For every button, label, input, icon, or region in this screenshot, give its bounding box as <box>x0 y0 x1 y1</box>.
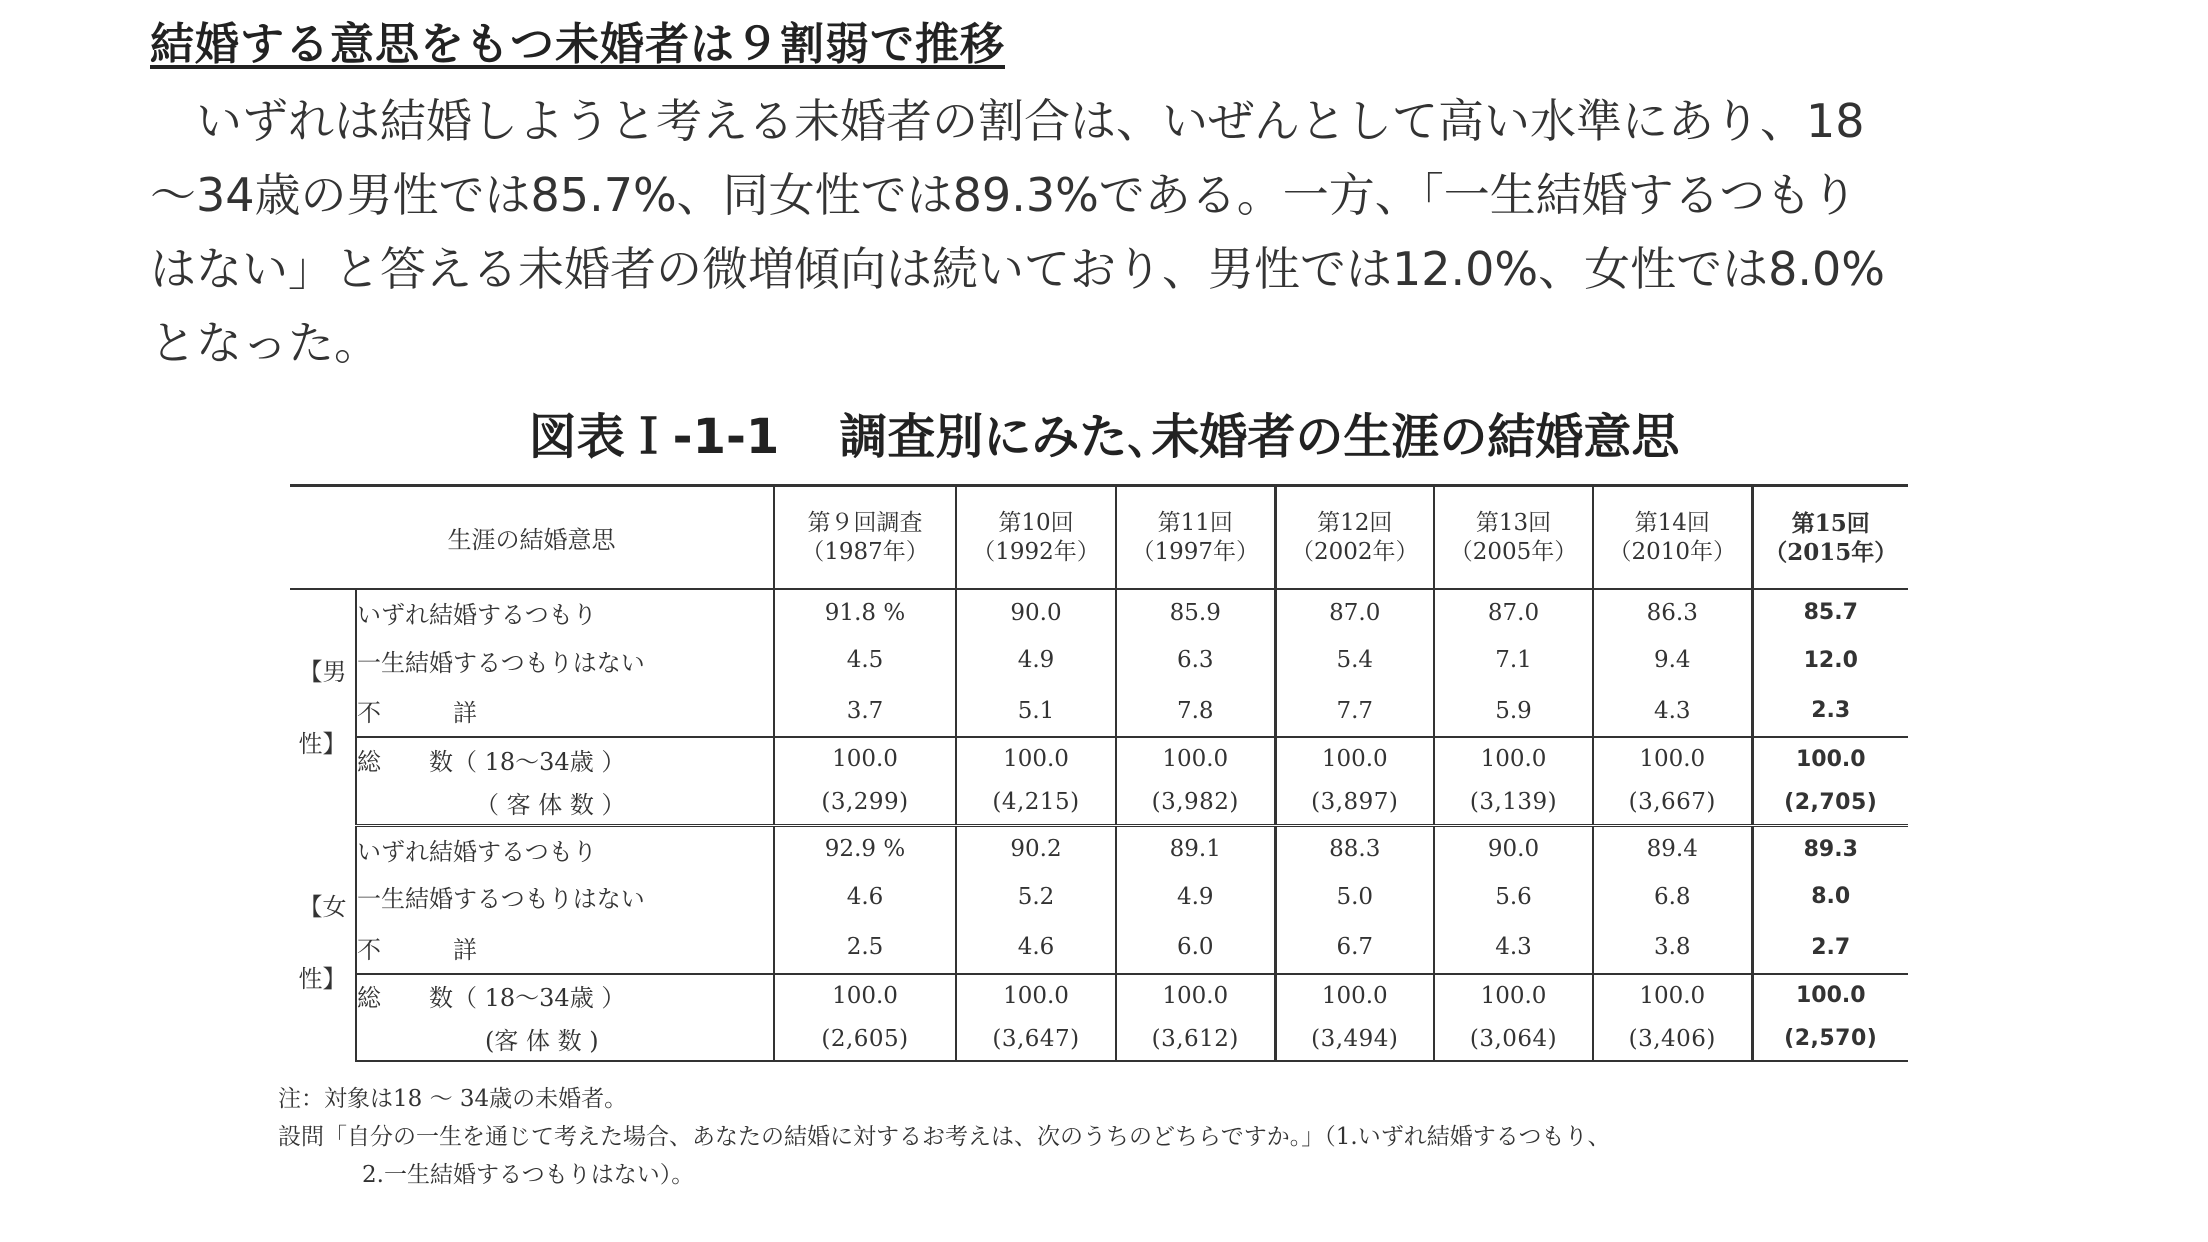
table-cell: (2,570) <box>1752 1017 1908 1061</box>
row-label: 一生結婚するつもりはない <box>357 648 645 677</box>
group-label-top: 【女 <box>298 893 347 922</box>
column-header-intention: 生涯の結婚意思 <box>290 486 774 590</box>
section-heading: 結婚する意思をもつ未婚者は９割弱で推移 <box>150 19 1005 70</box>
total-row <box>290 974 1908 1018</box>
table-cell: 4.3 <box>1434 922 1593 974</box>
row-label: (客 体 数 ) <box>356 1017 774 1061</box>
note-line: 設問「自分の一生を通じて考えた場合、あなたの結婚に対するお考えは、次のうちのどちらですか。」（1.いずれ結婚するつもり、 <box>278 1124 1611 1150</box>
table-cell: 5.9 <box>1434 686 1593 738</box>
table-cell: 90.0 <box>956 589 1116 635</box>
table-cell: 92.9 % <box>774 825 956 872</box>
table-cell: 5.2 <box>956 872 1116 922</box>
table-cell: (3,612) <box>1116 1017 1275 1061</box>
table-cell: 8.0 <box>1752 872 1908 922</box>
row-label: いずれ結婚するつもり <box>357 601 597 630</box>
survey-year: （1997年） <box>1131 538 1260 565</box>
table-cell: 6.3 <box>1116 635 1275 685</box>
table-cell: 2.7 <box>1752 922 1908 974</box>
table-cell: 86.3 <box>1593 589 1752 635</box>
count-row <box>290 1017 1908 1061</box>
table-cell: 3.8 <box>1593 922 1752 974</box>
table-cell: 5.0 <box>1275 872 1434 922</box>
table-cell: 88.3 <box>1275 825 1434 872</box>
survey-name: 第11回 <box>1157 509 1233 536</box>
table-cell: 5.1 <box>956 686 1116 738</box>
table-cell: 4.6 <box>956 922 1116 974</box>
survey-name: 第13回 <box>1475 509 1552 536</box>
table-cell: (3,064) <box>1434 1017 1593 1061</box>
table-cell: 6.7 <box>1275 922 1434 974</box>
table-cell: 100.0 <box>774 737 956 781</box>
table-cell: (3,667) <box>1593 781 1752 825</box>
table-cell: (3,647) <box>956 1017 1116 1061</box>
table-header-row <box>290 486 1908 590</box>
figure-caption: 調査別にみた､未婚者の生涯の結婚意思 <box>839 409 1680 465</box>
table-cell: 100.0 <box>1116 737 1275 781</box>
table-cell: 5.4 <box>1275 635 1434 685</box>
figure-number: 図表Ｉ-1-1 <box>528 409 780 465</box>
survey-name: 第15回 <box>1791 509 1870 537</box>
figure-title <box>0 398 2208 467</box>
table-cell: 90.0 <box>1434 825 1593 872</box>
table-row <box>290 635 1908 685</box>
table-cell: 100.0 <box>956 737 1116 781</box>
group-label-male <box>290 589 356 825</box>
table-cell: 100.0 <box>1593 974 1752 1018</box>
table-cell: 100.0 <box>956 974 1116 1018</box>
column-header-survey <box>1593 486 1752 590</box>
table-row <box>290 825 1908 872</box>
row-label: （ 客 体 数 ） <box>356 781 774 825</box>
table-cell: (3,406) <box>1593 1017 1752 1061</box>
table-cell: 4.9 <box>956 635 1116 685</box>
paragraph-line: はない」と答える未婚者の微増傾向は続いており、男性では12.0%、女性では8.0% <box>150 242 1885 296</box>
table-cell: 7.7 <box>1275 686 1434 738</box>
column-header-survey <box>1752 486 1908 590</box>
column-header-survey <box>1275 486 1434 590</box>
table-cell: 89.4 <box>1593 825 1752 872</box>
table-cell: 2.3 <box>1752 686 1908 738</box>
table-cell: (3,897) <box>1275 781 1434 825</box>
paragraph-line: いずれは結婚しようと考える未婚者の割合は、いぜんとして高い水準にあり、18 <box>150 94 1865 148</box>
table-row <box>290 922 1908 974</box>
group-label-bottom: 性】 <box>298 965 347 994</box>
survey-year: （1987年） <box>801 538 929 565</box>
table-cell: 90.2 <box>956 825 1116 872</box>
column-header-survey <box>956 486 1116 590</box>
table-cell: (3,982) <box>1116 781 1275 825</box>
table-notes <box>278 1080 1610 1194</box>
table-cell: 91.8 % <box>774 589 956 635</box>
total-row <box>290 737 1908 781</box>
column-header-survey <box>1434 486 1593 590</box>
survey-name: 第12回 <box>1317 509 1393 536</box>
row-label: いずれ結婚するつもり <box>357 837 597 866</box>
table-cell: 100.0 <box>1752 737 1908 781</box>
table-cell: 4.3 <box>1593 686 1752 738</box>
table-row <box>290 686 1908 738</box>
table-cell: 100.0 <box>1275 974 1434 1018</box>
note-line: 注：対象は18 ～ 34歳の未婚者。 <box>278 1086 628 1112</box>
table-cell: 100.0 <box>1116 974 1275 1018</box>
table-cell: 12.0 <box>1752 635 1908 685</box>
column-header-survey <box>774 486 956 590</box>
count-row <box>290 781 1908 825</box>
table-cell: (3,299) <box>774 781 956 825</box>
table-cell: 100.0 <box>1752 974 1908 1018</box>
table-cell: 7.8 <box>1116 686 1275 738</box>
survey-year: （2015年） <box>1764 538 1898 566</box>
table-cell: 89.1 <box>1116 825 1275 872</box>
table-cell: (4,215) <box>956 781 1116 825</box>
row-label: 総 数（ 18～34歳 ） <box>356 737 774 781</box>
note-line: 2.一生結婚するつもりはない）。 <box>362 1162 695 1188</box>
table-cell: 6.8 <box>1593 872 1752 922</box>
table-cell: 89.3 <box>1752 825 1908 872</box>
row-label: 総 数（ 18～34歳 ） <box>356 974 774 1018</box>
table-cell: (3,494) <box>1275 1017 1434 1061</box>
survey-year: （2005年） <box>1449 538 1578 565</box>
table-cell: 5.6 <box>1434 872 1593 922</box>
table-cell: 87.0 <box>1275 589 1434 635</box>
row-label: 不 詳 <box>357 699 477 728</box>
survey-year: （2010年） <box>1608 538 1737 565</box>
marriage-intention-table <box>290 484 1908 1062</box>
table-cell: 4.6 <box>774 872 956 922</box>
table-cell: 100.0 <box>1275 737 1434 781</box>
table-cell: 100.0 <box>774 974 956 1018</box>
group-label-female <box>290 825 356 1061</box>
table-cell: 85.9 <box>1116 589 1275 635</box>
table-cell: 3.7 <box>774 686 956 738</box>
survey-year: （1992年） <box>972 538 1100 565</box>
body-paragraph <box>150 84 2070 380</box>
table-row <box>290 589 1908 635</box>
group-label-bottom: 性】 <box>298 729 347 758</box>
table-cell: (2,605) <box>774 1017 956 1061</box>
paragraph-line: となった。 <box>150 316 380 370</box>
table-cell: 2.5 <box>774 922 956 974</box>
table-cell: 85.7 <box>1752 589 1908 635</box>
survey-name: 第14回 <box>1634 509 1710 536</box>
group-label-top: 【男 <box>298 657 347 686</box>
table-cell: (3,139) <box>1434 781 1593 825</box>
paragraph-line: ～34歳の男性では85.7%、同女性では89.3%である。一方、「一生結婚するつもり <box>150 168 1858 222</box>
table-cell: 4.5 <box>774 635 956 685</box>
table-cell: (2,705) <box>1752 781 1908 825</box>
table-cell: 7.1 <box>1434 635 1593 685</box>
row-label: 一生結婚するつもりはない <box>357 885 645 914</box>
table-cell: 4.9 <box>1116 872 1275 922</box>
column-header-survey <box>1116 486 1275 590</box>
table-cell: 100.0 <box>1593 737 1752 781</box>
survey-name: 第９回調査 <box>807 509 923 536</box>
table-row <box>290 872 1908 922</box>
table-cell: 9.4 <box>1593 635 1752 685</box>
survey-year: （2002年） <box>1290 538 1419 565</box>
table-cell: 6.0 <box>1116 922 1275 974</box>
table-cell: 100.0 <box>1434 737 1593 781</box>
row-label: 不 詳 <box>357 935 477 964</box>
survey-name: 第10回 <box>998 509 1074 536</box>
table-cell: 100.0 <box>1434 974 1593 1018</box>
table-cell: 87.0 <box>1434 589 1593 635</box>
